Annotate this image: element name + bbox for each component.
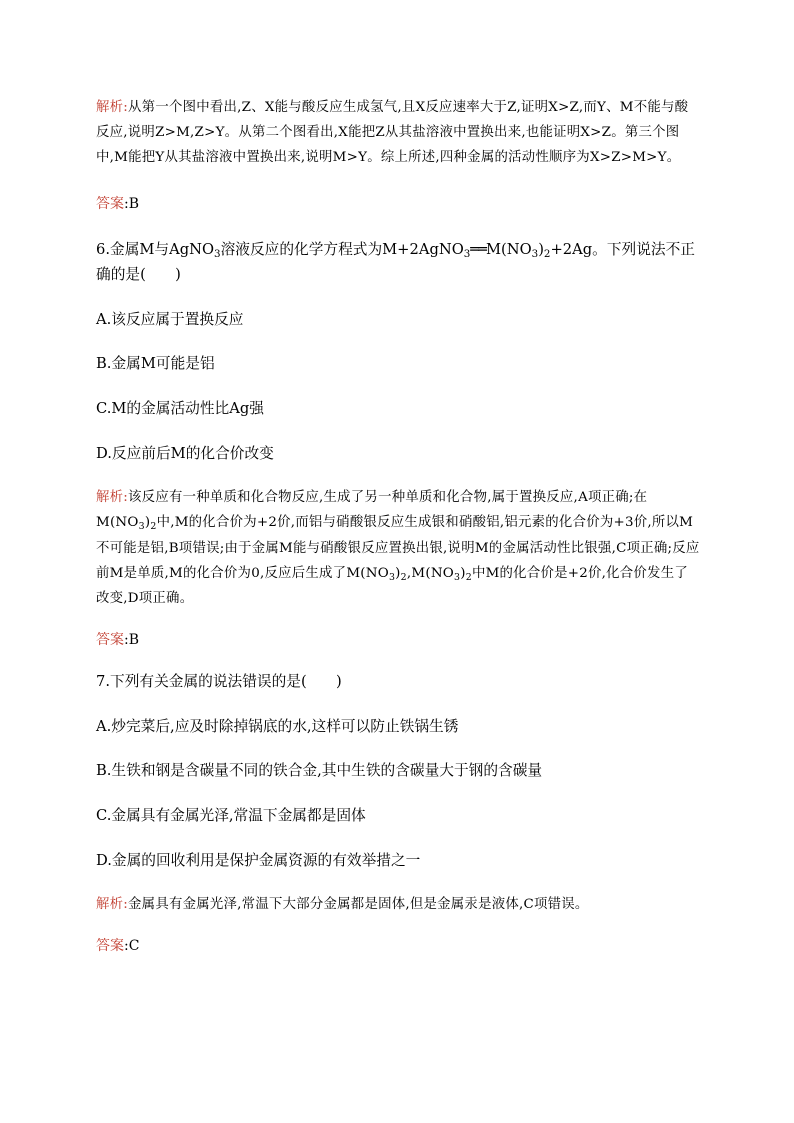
q5-explanation: 解析:从第一个图中看出,Z、X能与酸反应生成氢气,且X反应速率大于Z,证明X>Z,而Y、M不能与酸反应,说明Z>M,Z>Y。从第二个图看出,X能把Z从其盐溶液中置换出来,也能证明X>Z。第三个图中,M能把Y从其盐溶液中置换出来,说明M>Y。综上所述,四种金属的活动性顺序为X>Z>M>Y。: [96, 100, 689, 166]
equation-sign: ══: [470, 240, 486, 258]
q7-option-a: A.炒完菜后,应及时除掉锅底的水,这样可以防止铁锅生锈: [96, 717, 459, 735]
q6-answer-value: B: [128, 632, 140, 649]
answer-label: 答案: [96, 938, 124, 955]
explanation-label: 解析: [96, 490, 124, 506]
q6-option-b: B.金属M可能是铝: [96, 355, 215, 373]
q7-explanation-text: 金属具有金属光泽,常温下大部分金属都是固体,但是金属汞是液体,C项错误。: [128, 897, 589, 913]
q5-answer-value: B: [128, 195, 140, 212]
q6-option-d: D.反应前后M的化合价改变: [96, 444, 274, 462]
q7-explanation: 解析:金属具有金属光泽,常温下大部分金属都是固体,但是金属汞是液体,C项错误。: [96, 897, 589, 913]
content: [96, 95, 701, 958]
q7-option-d: D.金属的回收利用是保护金属资源的有效举措之一: [96, 851, 421, 869]
q6-option-c: C.M的金属活动性比Ag强: [96, 399, 264, 417]
q5-explanation-text: 从第一个图中看出,Z、X能与酸反应生成氢气,且X反应速率大于Z,证明X>Z,而Y、M不能与酸反应,说明Z>M,Z>Y。从第二个图看出,X能把Z从其盐溶液中置换出来,也能证明X>Z。第三个图中,M能把Y从其盐溶液中置换出来,说明M>Y。综上所述,四种金属的活动性顺序为X>Z>M>Y。: [96, 100, 689, 166]
q6-explanation: 解析:该反应有一种单质和化合物反应,生成了另一种单质和化合物,属于置换反应,A项正确;在$M(NO_3)_2$中,M的化合价为+2价,而铝与硝酸银反应生成银和硝酸铝,铝元素的化合价为+3价,所以M不可能是铝,B项错误;由于金属M能与硝酸银反应置换出银,说明M的金属活动性比银强,C项正确;反应前M是单质,M的化合价为0,反应后生成了$M(NO_3)_2,M(NO_3)_2$中M的化合价是+2价,化合价发生了改变,D项正确。: [96, 490, 700, 606]
answer-label: 答案: [96, 195, 124, 212]
q7-option-c: C.金属具有金属光泽,常温下金属都是固体: [96, 806, 366, 824]
q7-answer: 答案:C: [96, 938, 140, 955]
answer-label: 答案: [96, 632, 124, 649]
q6-option-a: A.该反应属于置换反应: [96, 310, 244, 328]
q7-stem: 7.下列有关金属的说法错误的是( ): [96, 673, 342, 691]
q5-answer: 答案:B: [96, 195, 140, 212]
q6-stem: 6.金属M与AgNO$_3$溶液反应的化学方程式为$M+2AgNO_3══M(NO_3)_2+2Ag$。下列说法不正确的是( ): [96, 240, 695, 284]
explanation-label: 解析: [96, 100, 124, 115]
q7-answer-value: C: [128, 938, 140, 955]
q7-option-b: B.生铁和钢是含碳量不同的铁合金,其中生铁的含碳量大于钢的含碳量: [96, 762, 543, 780]
q6-answer: 答案:B: [96, 632, 140, 649]
explanation-label: 解析: [96, 897, 124, 913]
